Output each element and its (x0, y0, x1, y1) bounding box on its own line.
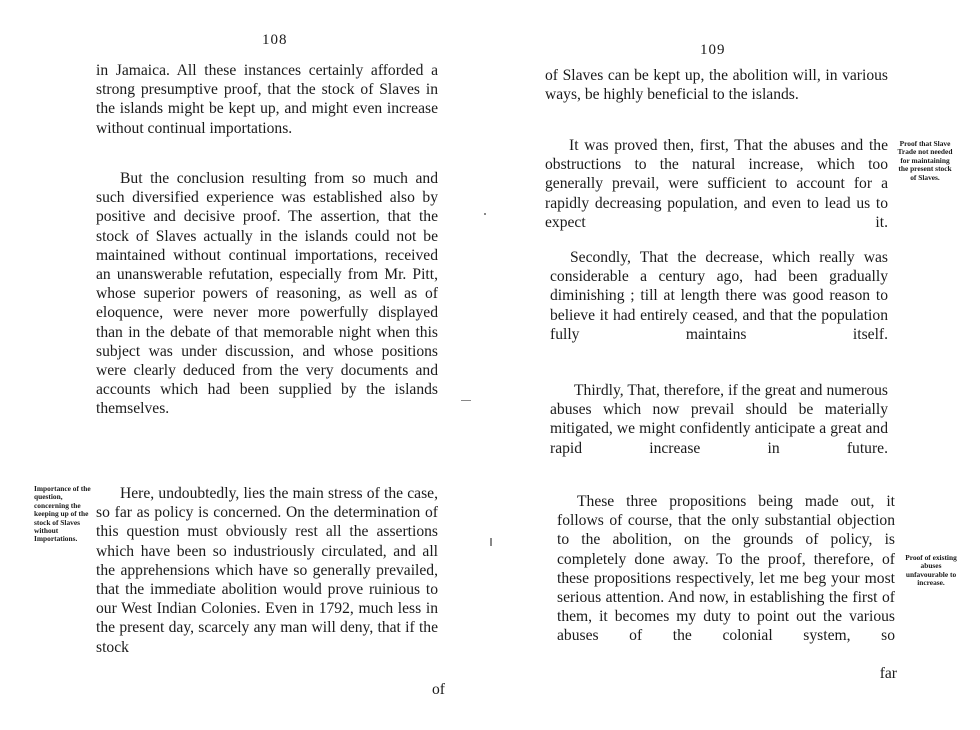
page-number-right: 109 (700, 42, 726, 58)
right-paragraph-3: Secondly, That the decrease, which really was considerable a century ago, had been gradually diminishing ; till at length there was good reason to believe it had entirely ceased, and that the population fully maintains itself. (550, 249, 888, 343)
right-margin-note-2: Proof of existing abuses unfavourable to increase. (905, 553, 957, 588)
left-paragraph-2: But the conclusion resulting from so much and such diversified experience was established also by positive and decisive proof. The assertion, that the stock of Slaves actually in the islands could not be maintained without continual importations, received an unanswerable refutation, especially from Mr. Pitt, whose superior powers of reasoning, as well as of eloquence, were never more powerfully displayed than in the debate of that memorable night when this subject was under discussion, and whose positions were clearly deduced from the very documents and accounts which had been supplied by the islands themselves. (96, 170, 438, 418)
left-paragraph-1: in Jamaica. All these instances certainly afforded a strong presumptive proof, that the stock of Slaves in the islands might be kept up, and might even increase without continual importations. (96, 62, 438, 137)
right-paragraph-4: Thirdly, That, therefore, if the great and numerous abuses which now prevail should be materially mitigated, we might confidently anticipate a great and rapid increase in future. (550, 382, 888, 457)
right-catchword: far (879, 665, 897, 682)
page-speck (484, 213, 486, 215)
page-speck (461, 400, 471, 401)
left-paragraph-3: Here, undoubtedly, lies the main stress of the case, so far as policy is concerned. On the determination of this question must obviously rest all the assertions which have been so industriously circulated, and all the apprehensions which have so generally prevailed, that the immediate abolition would prove ruinious to our West Indian Colonies. Even in 1792, much less in the present day, scarcely any man will deny, that if the stock (96, 485, 438, 656)
right-margin-note-1: Proof that Slave Trade not needed for maintaining the present stock of Slaves. (897, 139, 953, 182)
page-number-left: 108 (262, 32, 288, 48)
right-page (490, 0, 980, 730)
right-paragraph-1: of Slaves can be kept up, the abolition will, in various ways, be highly beneficial to the islands. (545, 67, 888, 104)
right-paragraph-5: These three propositions being made out, it follows of course, that the only substantial objection to the abolition, on the grounds of policy, is completely done away. To the proof, therefore, of these propositions respectively, let me beg your most serious attention. And now, in establishing the first of them, it becomes my duty to point out the various abuses of the colonial system, so (557, 493, 895, 645)
left-catchword: of (432, 681, 445, 698)
right-paragraph-2: It was proved then, first, That the abuses and the obstructions to the natural increase, which too generally prevail, were sufficient to account for a rapidly decreasing population, and even to lead us to expect it. (545, 137, 888, 231)
left-margin-note: Importance of the question, concerning the keeping up of the stock of Slaves without Importations. (34, 484, 91, 544)
